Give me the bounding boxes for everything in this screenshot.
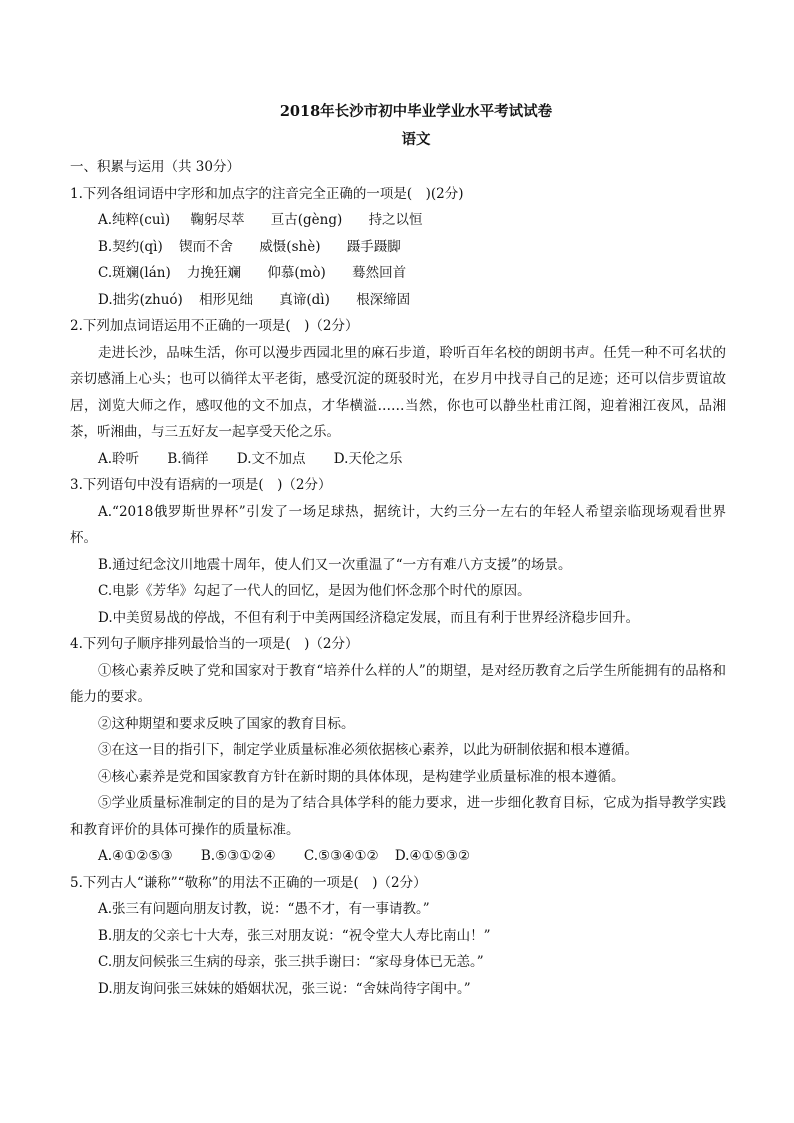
option-text: D.拙劣(zhuó): [98, 291, 183, 308]
option-text: 真谛(dì): [279, 291, 330, 308]
option-text: D.天伦之乐: [333, 450, 403, 467]
option-text: A.聆听: [98, 450, 140, 467]
question-3-stem: 3.下列语句中没有语病的一项是( )（2分）: [70, 477, 332, 493]
question-1-option-d: [70, 287, 726, 314]
question-2-passage: 走进长沙，品味生活，你可以漫步西园北里的麻石步道，聆听百年名校的朗朗书声。任凭一种不可名状的亲切感涌上心头；也可以徜徉太平老街，感受沉淀的斑驳时光，在岁月中找寻自己的足迹；还可以信步贾谊故居，浏览大师之作，感叹他的文不加点，才华横溢……当然，你也可以静坐杜甫江阁，迎着湘江夜风，品湘茶，听湘曲，与三五好友一起享受天伦之乐。: [70, 344, 726, 440]
option-text: 仰慕(mò): [267, 265, 326, 281]
question-3-option-d: D.中美贸易战的停战，不但有利于中美两国经济稳定发展，而且有利于世界经济稳步回升。: [98, 609, 640, 626]
option-text: 根深缔固: [356, 291, 411, 308]
option-text: 蓦然回首: [352, 265, 407, 281]
question-4-options: [70, 843, 726, 870]
exam-subject: 语文: [401, 131, 431, 148]
option-text: 亘古(gèng): [270, 212, 343, 228]
option-text: 力挽狂斓: [187, 265, 242, 281]
question-4-sentence-5: ⑤学业质量标准制定的目的是为了结合具体学科的能力要求，进一步细化教育目标，它成为指导教学实践和教育评价的具体可操作的质量标准。: [70, 795, 726, 838]
option-text: C.⑤③④①②: [303, 848, 379, 864]
question-1-option-a: [70, 207, 726, 234]
question-5-option-c: C.朋友问候张三生病的母亲，张三拱手谢曰：“家母身体已无恙。”: [98, 954, 484, 970]
option-text: A.④①②⑤③: [98, 848, 173, 864]
option-text: B.徜徉: [167, 450, 209, 467]
exam-title: 2018年长沙市初中毕业学业水平考试试卷: [279, 103, 553, 120]
question-5-stem: 5.下列古人“谦称”“敬称”的用法不正确的一项是( )（2分）: [70, 874, 427, 891]
option-text: 相形见绌: [199, 291, 254, 308]
option-text: B.契约(qì): [98, 238, 163, 255]
option-text: 威慑(shè): [259, 238, 321, 255]
question-4-sentence-3: ③在这一目的指引下，制定学业质量标准必须依据核心素养，以此为研制依据和根本遵循。: [98, 742, 638, 758]
option-text: B.⑤③①②④: [200, 848, 276, 864]
question-3-option-c: C.电影《芳华》勾起了一代人的回忆，是因为他们怀念那个时代的原因。: [98, 583, 531, 599]
question-4-sentence-1: ①核心素养反映了党和国家对于教育“培养什么样的人”的期望，是对经历教育之后学生所能拥有的品格和能力的要求。: [70, 662, 726, 705]
section-heading: 一、积累与运用（共 30分）: [70, 159, 240, 175]
question-3-option-a: A.“2018俄罗斯世界杯”引发了一场足球热，据统计，大约三分一左右的年轻人希望亲临现场观看世界杯。: [70, 503, 726, 546]
question-1-stem: 1.下列各组词语中字形和加点字的注音完全正确的一项是( )(2分): [70, 185, 464, 202]
option-text: 锲而不舍: [179, 238, 234, 255]
question-4-sentence-2: ②这种期望和要求反映了国家的教育目标。: [98, 715, 355, 732]
question-3-option-b: B.通过纪念汶川地震十周年，使人们又一次重温了“一方有难八方支援”的场景。: [98, 556, 572, 573]
option-text: 持之以恒: [368, 212, 423, 228]
question-5-option-d: D.朋友询问张三妹妹的婚姻状况，张三说：“舍妹尚待字闺中。”: [98, 980, 471, 997]
option-text: D.④①⑤③②: [394, 848, 470, 864]
option-text: C.斑斓(lán): [98, 265, 171, 281]
option-text: 蹑手蹑脚: [346, 238, 401, 255]
option-text: 鞠躬尽萃: [190, 212, 245, 228]
question-2-options: [70, 446, 726, 473]
question-1-option-c: [70, 260, 726, 287]
question-5-option-b: B.朋友的父亲七十大寿，张三对朋友说：“祝令堂大人寿比南山！”: [98, 927, 491, 944]
question-4-sentence-4: ④核心素养是党和国家教育方针在新时期的具体体现，是构建学业质量标准的根本遵循。: [98, 768, 625, 785]
option-text: A.纯粹(cuì): [98, 212, 171, 228]
question-1-option-b: [70, 234, 726, 261]
exam-page: [70, 98, 726, 1002]
question-5-option-a: A.张三有问题向朋友讨教，说：“愚不才，有一事请教。”: [98, 901, 430, 917]
question-2-stem: 2.下列加点词语运用不正确的一项是( )（2分）: [70, 318, 359, 334]
option-text: D.文不加点: [236, 450, 306, 467]
question-4-stem: 4.下列句子顺序排列最恰当的一项是( )（2分）: [70, 636, 359, 652]
